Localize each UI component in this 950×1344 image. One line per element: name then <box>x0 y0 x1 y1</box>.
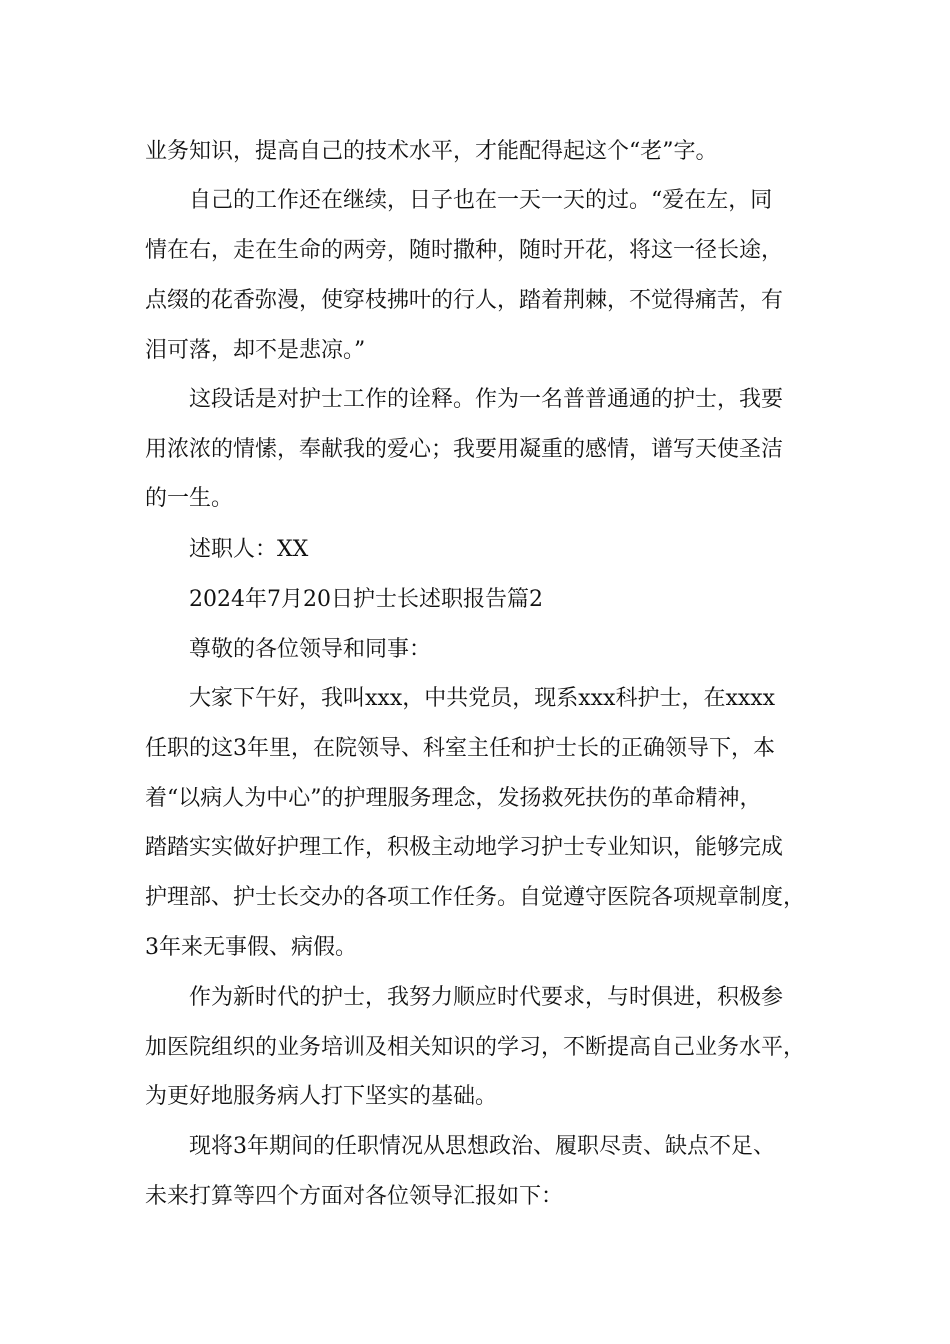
text-line: 点缀的花香弥漫，使穿枝拂叶的行人，踏着荆棘，不觉得痛苦，有 <box>145 288 784 313</box>
text-line: 现将3年期间的任职情况从思想政治、履职尽责、缺点不足、 <box>189 1134 775 1159</box>
text-line: 为更好地服务病人打下坚实的基础。 <box>145 1084 498 1109</box>
text-line: 任职的这3年里，在院领导、科室主任和护士长的正确领导下，本 <box>145 736 775 761</box>
text-line: 护理部、护士长交办的各项工作任务。自觉遵守医院各项规章制度， <box>145 885 806 910</box>
text-line: 用浓浓的情愫，奉献我的爱心；我要用凝重的感情，谱写天使圣洁 <box>145 437 784 462</box>
text-line: 泪可落，却不是悲凉。” <box>145 338 366 363</box>
text-line: 的一生。 <box>145 486 234 511</box>
text-line: 业务知识，提高自己的技术水平，才能配得起这个“老”字。 <box>145 139 718 164</box>
section-heading: 2024年7月20日护士长述职报告篇2 <box>189 587 543 612</box>
text-line: 自己的工作还在继续，日子也在一天一天的过。“爱在左，同 <box>189 188 773 213</box>
signature-line: 述职人：XX <box>189 537 309 562</box>
text-line: 踏踏实实做好护理工作，积极主动地学习护士专业知识，能够完成 <box>145 835 784 860</box>
text-line: 情在右，走在生命的两旁，随时撒种，随时开花，将这一径长途， <box>145 238 784 263</box>
salutation: 尊敬的各位领导和同事： <box>189 637 432 662</box>
text-line: 加医院组织的业务培训及相关知识的学习，不断提高自己业务水平， <box>145 1035 806 1060</box>
text-line: 未来打算等四个方面对各位领导汇报如下： <box>145 1184 564 1209</box>
text-line: 这段话是对护士工作的诠释。作为一名普普通通的护士，我要 <box>189 387 784 412</box>
text-line: 作为新时代的护士，我努力顺应时代要求，与时俱进，积极参 <box>189 985 784 1010</box>
text-line: 大家下午好，我叫xxx，中共党员，现系xxx科护士，在xxxx <box>189 686 776 711</box>
text-line: 着“以病人为中心”的护理服务理念，发扬救死扶伤的革命精神， <box>145 786 762 811</box>
text-line: 3年来无事假、病假。 <box>145 935 357 960</box>
